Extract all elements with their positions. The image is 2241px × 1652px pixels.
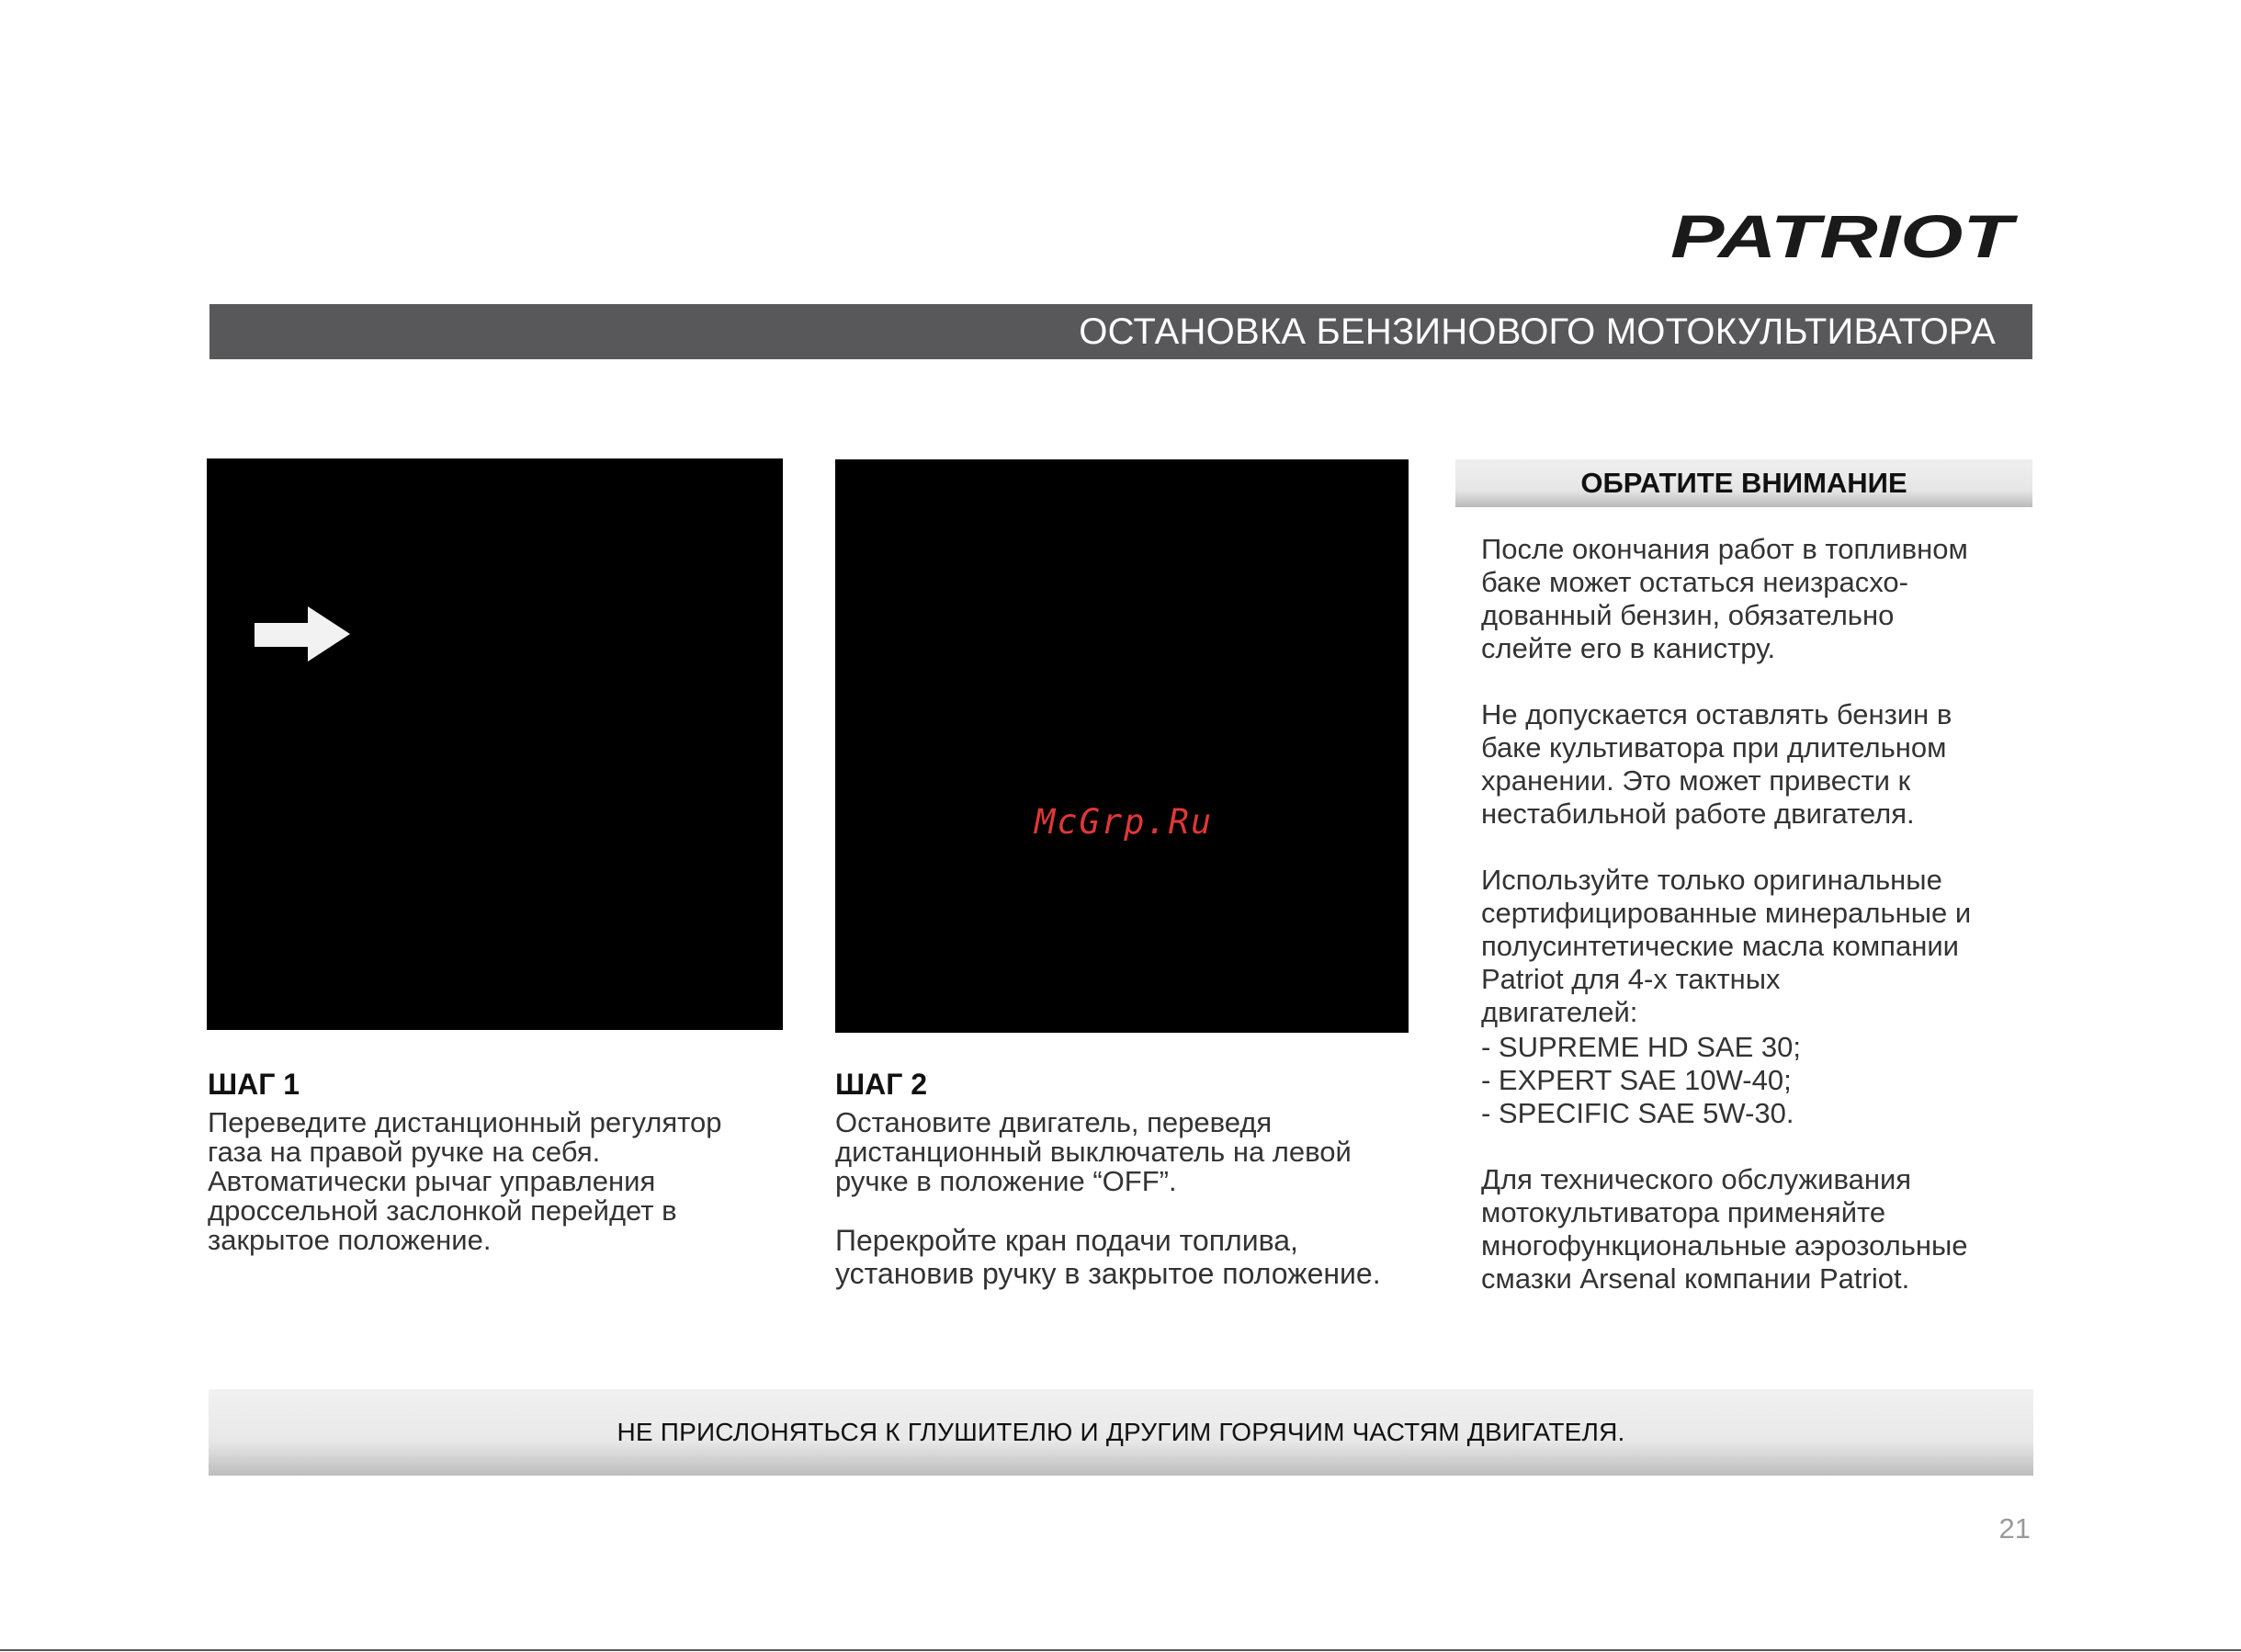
section-title-bar (209, 304, 2032, 359)
note-paragraph: Используйте только оригинальные сертифицированные минеральные и полусинтетические масла компании Patriot для 4-х тактных двигателей: (1481, 864, 1972, 1028)
note-paragraph: Для технического обслуживания мотокультиватора применяйте многофункциональные аэрозольные смазки Arsenal компании Patriot. (1481, 1163, 1968, 1295)
bottom-divider (0, 1649, 2241, 1651)
step-1-text: Переведите дистанционный регулятор газа на правой ручке на себя. Автоматически рычаг управления дроссельной заслонкой перейдет в закрытое положение. (208, 1106, 722, 1256)
step-2-photo (835, 459, 1409, 1033)
oil-list-item: - EXPERT SAE 10W-40; (1481, 1064, 1792, 1096)
note-paragraph: Не допускается оставлять бензин в баке культиватора при длительном хранении. Это может привести к нестабильной работе двигателя. (1481, 698, 1952, 830)
step-2-text: Остановите двигатель, переведя дистанционный выключатель на левой ручке в положение “OFF”. (835, 1106, 1352, 1197)
step-1-photo (207, 458, 783, 1030)
attention-body (1481, 533, 2032, 1329)
attention-header (1455, 459, 2032, 507)
step-1 (208, 1066, 796, 1255)
warning-bar (209, 1389, 2033, 1476)
step-2-heading: ШАГ 2 (835, 1068, 928, 1101)
patriot-logo-graphic (1665, 202, 2019, 268)
patriot-logo (1665, 202, 2019, 268)
section-title: ОСТАНОВКА БЕНЗИНОВОГО МОТОКУЛЬТИВАТОРА (1079, 311, 1996, 352)
attention-heading: ОБРАТИТЕ ВНИМАНИЕ (1580, 467, 1907, 499)
patriot-logo-text: PATRIOT (1670, 202, 2019, 268)
step-2 (835, 1066, 1442, 1290)
step-2-text-fuel: Перекройте кран подачи топлива, установив ручку в закрытое положение. (835, 1224, 1381, 1290)
right-arrow-icon (255, 606, 350, 662)
page-number: 21 (1998, 1512, 2031, 1545)
step-1-heading: ШАГ 1 (208, 1068, 300, 1101)
watermark: McGrp.Ru (1035, 802, 1214, 842)
note-paragraph: После окончания работ в топливном баке может остаться неизрасхо- дованный бензин, обязательно слейте его в канистру. (1481, 533, 1968, 664)
warning-text: НЕ ПРИСЛОНЯТЬСЯ К ГЛУШИТЕЛЮ И ДРУГИМ ГОРЯЧИМ ЧАСТЯМ ДВИГАТЕЛЯ. (617, 1418, 1625, 1446)
oil-list-item: - SUPREME HD SAE 30; (1481, 1031, 1801, 1063)
oil-list-item: - SPECIFIC SAE 5W-30. (1481, 1097, 1794, 1129)
right-arrow-graphic (255, 606, 350, 662)
oil-list (1481, 1031, 2032, 1130)
